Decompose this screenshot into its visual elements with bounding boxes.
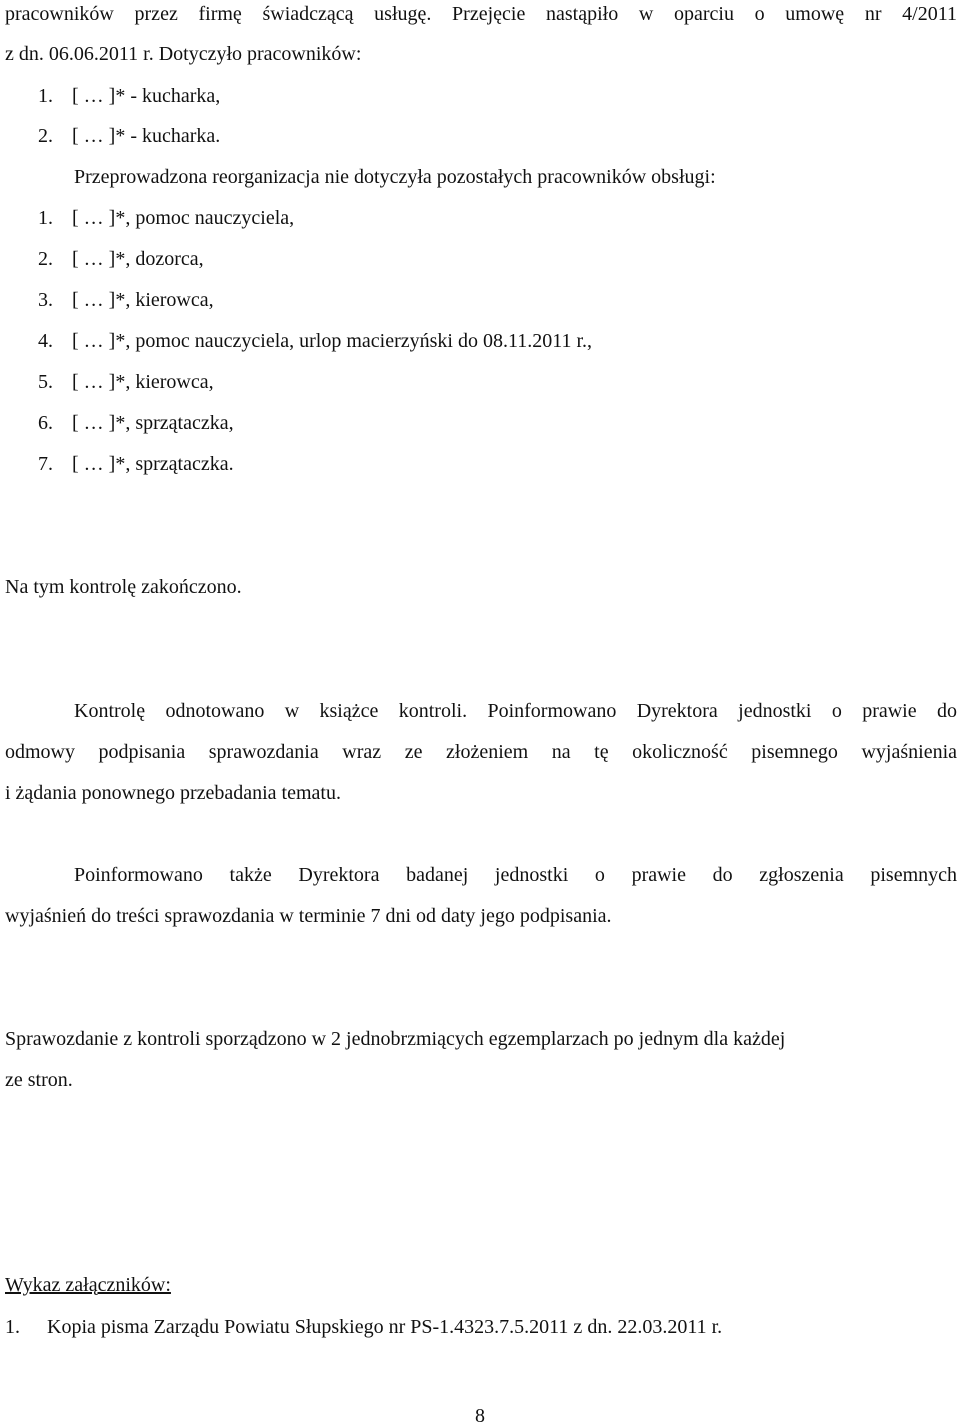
- intro-line-2: z dn. 06.06.2011 r. Dotyczyło pracowników:: [5, 43, 362, 65]
- list-text: [ … ]*, kierowca,: [72, 371, 214, 393]
- list-number: 6.: [38, 412, 53, 434]
- list-number: 1.: [38, 85, 53, 107]
- list-text: [ … ]*, pomoc nauczyciela, urlop macierzyński do 08.11.2011 r.,: [72, 330, 593, 352]
- list-number: 5.: [38, 371, 53, 393]
- reorg-line: Przeprowadzona reorganizacja nie dotyczyła pozostałych pracowników obsługi:: [74, 166, 716, 188]
- para-book-line-3: i żądania ponownego przebadania tematu.: [5, 782, 341, 804]
- list-text: [ … ]*, sprzątaczka.: [72, 453, 234, 475]
- list-item: [38, 329, 592, 353]
- page-number: 8: [475, 1405, 485, 1427]
- list-item: [38, 84, 220, 108]
- para-book-line-1: Kontrolę odnotowano w książce kontroli. Poinformowano Dyrektora jednostki o prawie do: [74, 700, 957, 722]
- list-text: [ … ]* - kucharka.: [72, 125, 221, 147]
- attachment-item: [5, 1315, 722, 1339]
- para-director-line-2: wyjaśnień do treści sprawozdania w terminie 7 dni od daty jego podpisania.: [5, 905, 612, 927]
- list-number: 1.: [38, 207, 53, 229]
- para-director-line-1: Poinformowano także Dyrektora badanej jednostki o prawie do zgłoszenia pisemnych: [74, 864, 957, 886]
- attachment-number: 1.: [5, 1316, 20, 1338]
- list-item: [38, 370, 214, 394]
- list-item: [38, 288, 214, 312]
- attachment-text: Kopia pisma Zarządu Powiatu Słupskiego nr PS-1.4323.7.5.2011 z dn. 22.03.2011 r.: [47, 1316, 723, 1338]
- list-item: [38, 411, 234, 435]
- attachments-heading: Wykaz załączników:: [5, 1274, 171, 1296]
- para-copies-line-1: Sprawozdanie z kontroli sporządzono w 2 jednobrzmiących egzemplarzach po jednym dla każdej: [5, 1028, 786, 1050]
- list-item: [38, 124, 220, 148]
- para-book-line-2: odmowy podpisania sprawozdania wraz ze złożeniem na tę okoliczność pisemnego wyjaśnienia: [5, 741, 957, 763]
- end-control-text: Na tym kontrolę zakończono.: [5, 576, 242, 598]
- list-item: [38, 452, 234, 476]
- list-text: [ … ]*, pomoc nauczyciela,: [72, 207, 295, 229]
- list-text: [ … ]*, dozorca,: [72, 248, 204, 270]
- list-number: 7.: [38, 453, 53, 475]
- list-number: 2.: [38, 248, 53, 270]
- list-text: [ … ]*, sprzątaczka,: [72, 412, 234, 434]
- list-number: 4.: [38, 330, 53, 352]
- list-number: 2.: [38, 125, 53, 147]
- list-number: 3.: [38, 289, 53, 311]
- para-copies-line-2: ze stron.: [5, 1069, 73, 1091]
- list-text: [ … ]*, kierowca,: [72, 289, 214, 311]
- list-text: [ … ]* - kucharka,: [72, 85, 221, 107]
- list-item: [38, 206, 294, 230]
- intro-line-1: pracowników przez firmę świadczącą usługę. Przejęcie nastąpiło w oparciu o umowę nr 4/2011: [5, 3, 957, 25]
- list-item: [38, 247, 204, 271]
